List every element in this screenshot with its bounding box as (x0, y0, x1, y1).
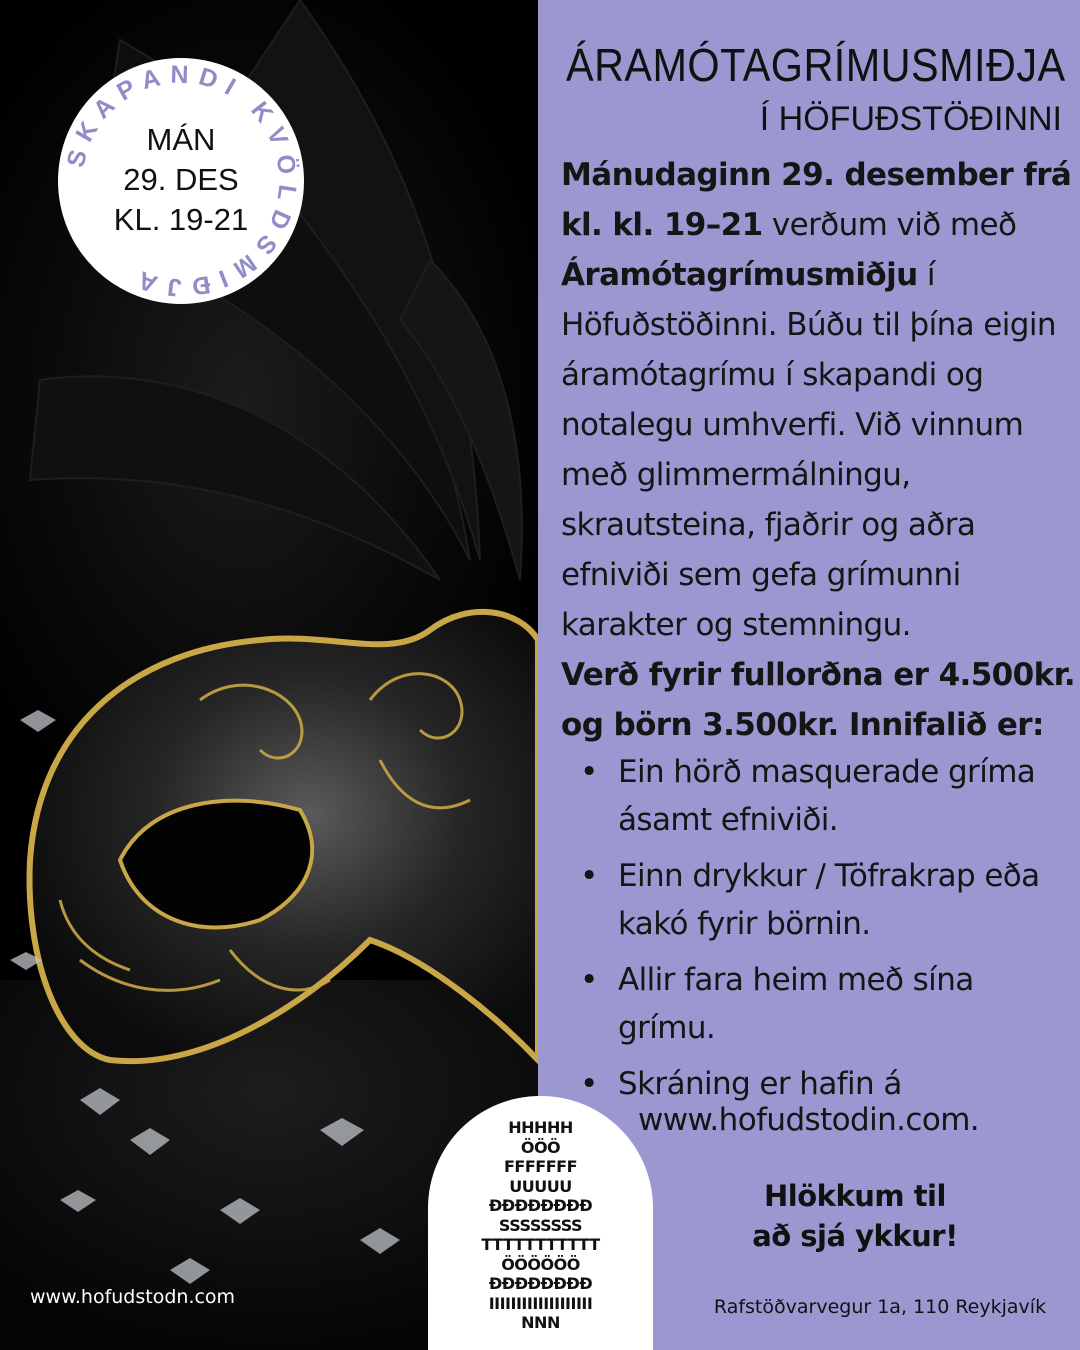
bullet-icon: • (580, 1066, 598, 1102)
bullet-icon: • (580, 962, 598, 998)
desc-text-2: í Höfuðstöðinni. Búðu til þína eigin áramótagrímu í skapandi og notalegu umhverfi. Við vinnum með glimmermálningu, skrautsteina, fjaðrir og aðra efniviði sem gefa grímunni karakter og stemningu. (561, 257, 1056, 643)
badge-date: 29. DES (123, 162, 239, 197)
website-footer-left[interactable]: www.hofudstodn.com (30, 1286, 236, 1308)
workshop-name-bold: Áramótagrímusmiðju (561, 257, 918, 293)
venue-address: Rafstöðvarvegur 1a, 110 Reykjavík (713, 1296, 1047, 1318)
list-item: • Einn drykkur / Töfrakrap eða kakó fyrir börnin. (580, 852, 1070, 948)
event-subtitle: Í HÖFUÐSTÖÐINNI (759, 100, 1062, 138)
bullet-icon: • (580, 754, 598, 790)
date-time-bold: Mánudaginn 29. desember frá kl. kl. 19–21 (561, 157, 1072, 243)
included-list (580, 748, 1070, 1116)
hofudstodin-logo (428, 1096, 653, 1350)
badge-day: MÁN (146, 122, 216, 157)
price-text: Verð fyrir fullorðna er 4.500kr. og börn 3.500kr. Innifalið er: (561, 657, 1076, 743)
badge-date-text (58, 120, 304, 240)
list-item: • Ein hörð masquerade gríma ásamt efniviði. (580, 748, 1070, 844)
registration-link[interactable]: www.hofudstodin.com. (638, 1102, 980, 1138)
list-item: • Skráning er hafin á (580, 1060, 1070, 1108)
closing-message: Hlökkum til að sjá ykkur! (752, 1179, 958, 1253)
event-title: ÁRAMÓTAGRÍMUSMIÐJA (566, 39, 1066, 91)
event-description (561, 150, 1076, 750)
desc-text-1: verðum við með (762, 207, 1017, 243)
badge-time: KL. 19-21 (113, 202, 249, 237)
svg-text:SKAPANDI KVÖLDSMIÐJA: SKAPANDI KVÖLDSMIÐJA (61, 60, 302, 302)
list-item: • Allir fara heim með sína grímu. (580, 956, 1070, 1052)
date-badge (58, 58, 304, 304)
bullet-icon: • (580, 858, 598, 894)
logo-wordmark: HHHHH ÖÖÖ FFFFFFF UUUUU ÐÐÐÐÐÐÐÐ SSSSSSSS TTTTTTTTTTT ÖÖÖÖÖÖ ÐÐÐÐÐÐÐÐ IIIIIIIIIIIIIIIIIII NNN (481, 1118, 600, 1332)
